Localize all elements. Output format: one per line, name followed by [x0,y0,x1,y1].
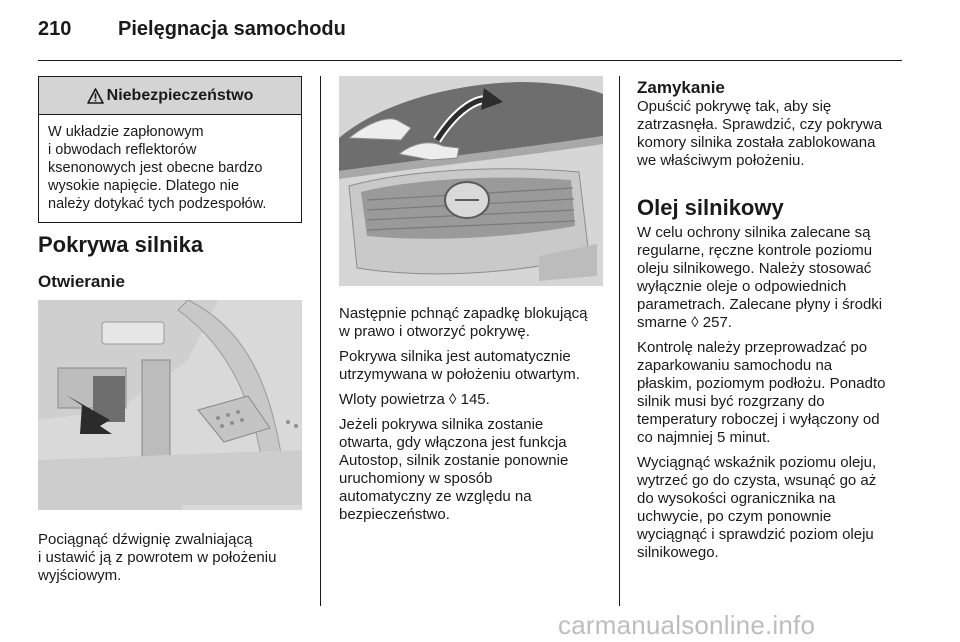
text-line: Autostop, silnik zostanie ponownie [339,452,569,469]
subtitle-closing: Zamykanie [637,78,725,97]
text-line: wyłącznie oleje o odpowiednich [637,278,847,295]
warning-triangle-icon [87,88,104,104]
text-line: do wysokości ogranicznika na [637,490,836,507]
release-lever-illustration [38,300,302,510]
warning-line: należy dotykać tych podzespołów. [48,196,267,212]
text-line: bezpieczeństwo. [339,506,450,523]
paragraph [339,348,614,384]
column-divider-2 [619,76,620,606]
text-line: płaskim, poziomym podłożu. Ponadto [637,375,886,392]
text-line: wytrzeć go do czysta, wsunąć go aż [637,472,877,489]
closing-text [637,98,907,170]
warning-line: ksenonowych jest obecne bardzo [48,160,263,176]
text-line: Jeżeli pokrywa silnika zostanie [339,416,544,433]
caption-line: wyjściowym. [38,567,122,584]
text-line: uruchomiony w sposób [339,470,493,487]
text-line: komory silnika została zablokowana [637,134,876,151]
subtitle-opening: Otwieranie [38,272,125,291]
text-line: w prawo i otworzyć pokrywę. [339,323,530,340]
paragraph [339,391,614,409]
figure-reference-mark [182,505,302,510]
page-title: Pielęgnacja samochodu [118,18,346,40]
text-line: we właściwym położeniu. [637,152,805,169]
warning-line: W układzie zapłonowym [48,124,204,140]
text-line: oleju silnikowego. Należy stosować [637,260,872,277]
watermark-link[interactable]: carmanualsonline.info [558,610,816,640]
figure-hood-latch [339,76,603,286]
watermark [558,610,815,641]
paragraph [339,416,614,524]
paragraph [339,305,614,341]
section-title-hood: Pokrywa silnika [38,232,204,257]
hood-latch-illustration [339,76,603,286]
warning-heading [39,77,301,115]
page-number: 210 [38,18,72,40]
caption-line: i ustawić ją z powrotem w położeniu [38,549,277,566]
warning-box [38,76,302,223]
text-line: temperatury roboczej i wyłączony od [637,411,880,428]
column-divider-1 [320,76,321,606]
header-rule [38,60,902,61]
text-line: automatyczny ze względu na [339,488,532,505]
warning-line: i obwodach reflektorów [48,142,197,158]
text-line: wyciągnąć i sprawdzić poziom oleju [637,526,874,543]
text-line: Wyciągnąć wskaźnik poziomu oleju, [637,454,877,471]
column-2-text [339,305,614,531]
figure-release-lever [38,300,302,510]
warning-heading-text: Niebezpieczeństwo [106,86,254,104]
text-line: regularne, ręczne kontrole poziomu [637,242,873,259]
text-line: Opuścić pokrywę tak, aby się [637,98,832,115]
text-line: silnik musi być rozgrzany do [637,393,825,410]
paragraph [637,339,909,447]
text-line: utrzymywana w położeniu otwartym. [339,366,580,383]
cross-reference-link[interactable]: Wloty powietrza ◊ 145. [339,391,490,408]
caption-line: Pociągnąć dźwignię zwalniającą [38,531,253,548]
engine-oil-text [637,224,909,569]
caption-release-lever [38,531,308,585]
text-line: zatrzasnęła. Sprawdzić, czy pokrywa [637,116,883,133]
page-header [38,18,902,48]
cross-reference-link[interactable]: smarne ◊ 257. [637,314,732,331]
warning-text [39,115,301,213]
text-line: parametrach. Zalecane płyny i środki [637,296,883,313]
section-title-engine-oil: Olej silnikowy [637,195,784,220]
text-line: uchwycie, po czym ponownie [637,508,832,525]
paragraph [637,224,909,332]
text-line: Kontrolę należy przeprowadzać po [637,339,868,356]
paragraph [637,454,909,562]
text-line: silnikowego. [637,544,719,561]
text-line: co najmniej 5 minut. [637,429,771,446]
text-line: otwarta, gdy włączona jest funkcja [339,434,567,451]
text-line: W celu ochrony silnika zalecane są [637,224,871,241]
text-line: Pokrywa silnika jest automatycznie [339,348,571,365]
figure-reference-mark [483,281,603,286]
warning-line: wysokie napięcie. Dlatego nie [48,178,240,194]
text-line: zaparkowaniu samochodu na [637,357,833,374]
text-line: Następnie pchnąć zapadkę blokującą [339,305,588,322]
